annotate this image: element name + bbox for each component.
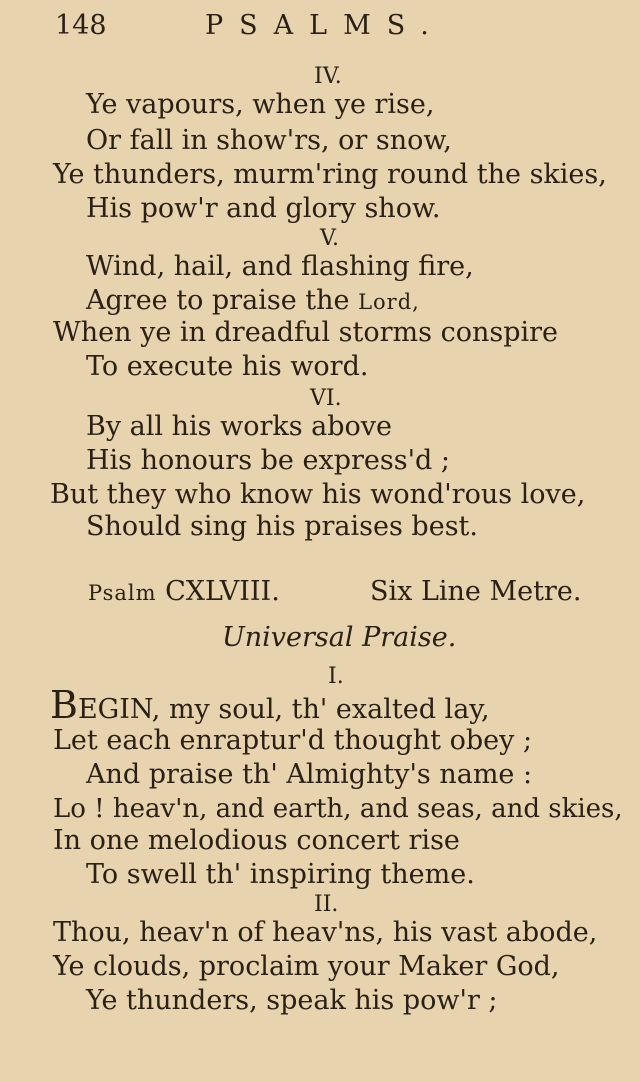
verse-text: EGIN, my soul, th' exalted lay, bbox=[77, 694, 490, 725]
verse-line: Ye thunders, speak his pow'r ; bbox=[86, 985, 498, 1016]
psalm-word: Psalm bbox=[88, 581, 157, 605]
psalm-heading bbox=[88, 576, 582, 607]
verse-line: Ye thunders, murm'ring round the skies, bbox=[53, 159, 607, 190]
verse-line: His honours be express'd ; bbox=[86, 445, 450, 476]
verse-line: Thou, heav'n of heav'ns, his vast abode, bbox=[53, 917, 598, 948]
running-title: PSALMS. bbox=[205, 10, 445, 41]
stanza-number: II. bbox=[314, 892, 339, 917]
verse-line: His pow'r and glory show. bbox=[86, 193, 441, 224]
verse-text: Agree to praise the bbox=[86, 285, 350, 316]
stanza-number: IV. bbox=[314, 64, 342, 89]
verse-line: To swell th' inspiring theme. bbox=[86, 859, 475, 890]
verse-line: To execute his word. bbox=[86, 351, 369, 382]
page-number: 148 bbox=[55, 10, 107, 41]
verse-line: Wind, hail, and flashing fire, bbox=[86, 251, 474, 282]
verse-line: Or fall in show'rs, or snow, bbox=[86, 125, 452, 156]
psalm-meter: Six Line Metre. bbox=[370, 576, 582, 607]
verse-line: Ye vapours, when ye rise, bbox=[86, 89, 435, 120]
verse-line: Ye clouds, proclaim your Maker God, bbox=[53, 951, 560, 982]
stanza-number: V. bbox=[320, 226, 340, 251]
verse-line: And praise th' Almighty's name : bbox=[86, 759, 533, 790]
verse-line: By all his works above bbox=[86, 411, 393, 442]
lord-small-caps: Lord, bbox=[358, 290, 420, 314]
verse-line: Should sing his praises best. bbox=[86, 511, 478, 542]
verse-line: In one melodious concert rise bbox=[53, 825, 460, 856]
verse-line: Let each enraptur'd thought obey ; bbox=[53, 725, 533, 756]
psalm-number: CXLVIII. bbox=[165, 576, 280, 607]
psalm-subtitle: Universal Praise. bbox=[222, 622, 457, 653]
verse-line: When ye in dreadful storms conspire bbox=[53, 317, 558, 348]
verse-line bbox=[50, 683, 490, 727]
running-header bbox=[0, 10, 640, 44]
drop-capital: B bbox=[50, 683, 78, 727]
verse-line bbox=[86, 286, 420, 317]
stanza-number: VI. bbox=[310, 386, 342, 411]
stanza-number: I. bbox=[328, 664, 344, 689]
verse-line: But they who know his wond'rous love, bbox=[50, 479, 586, 510]
verse-line: Lo ! heav'n, and earth, and seas, and skies, bbox=[53, 794, 623, 824]
